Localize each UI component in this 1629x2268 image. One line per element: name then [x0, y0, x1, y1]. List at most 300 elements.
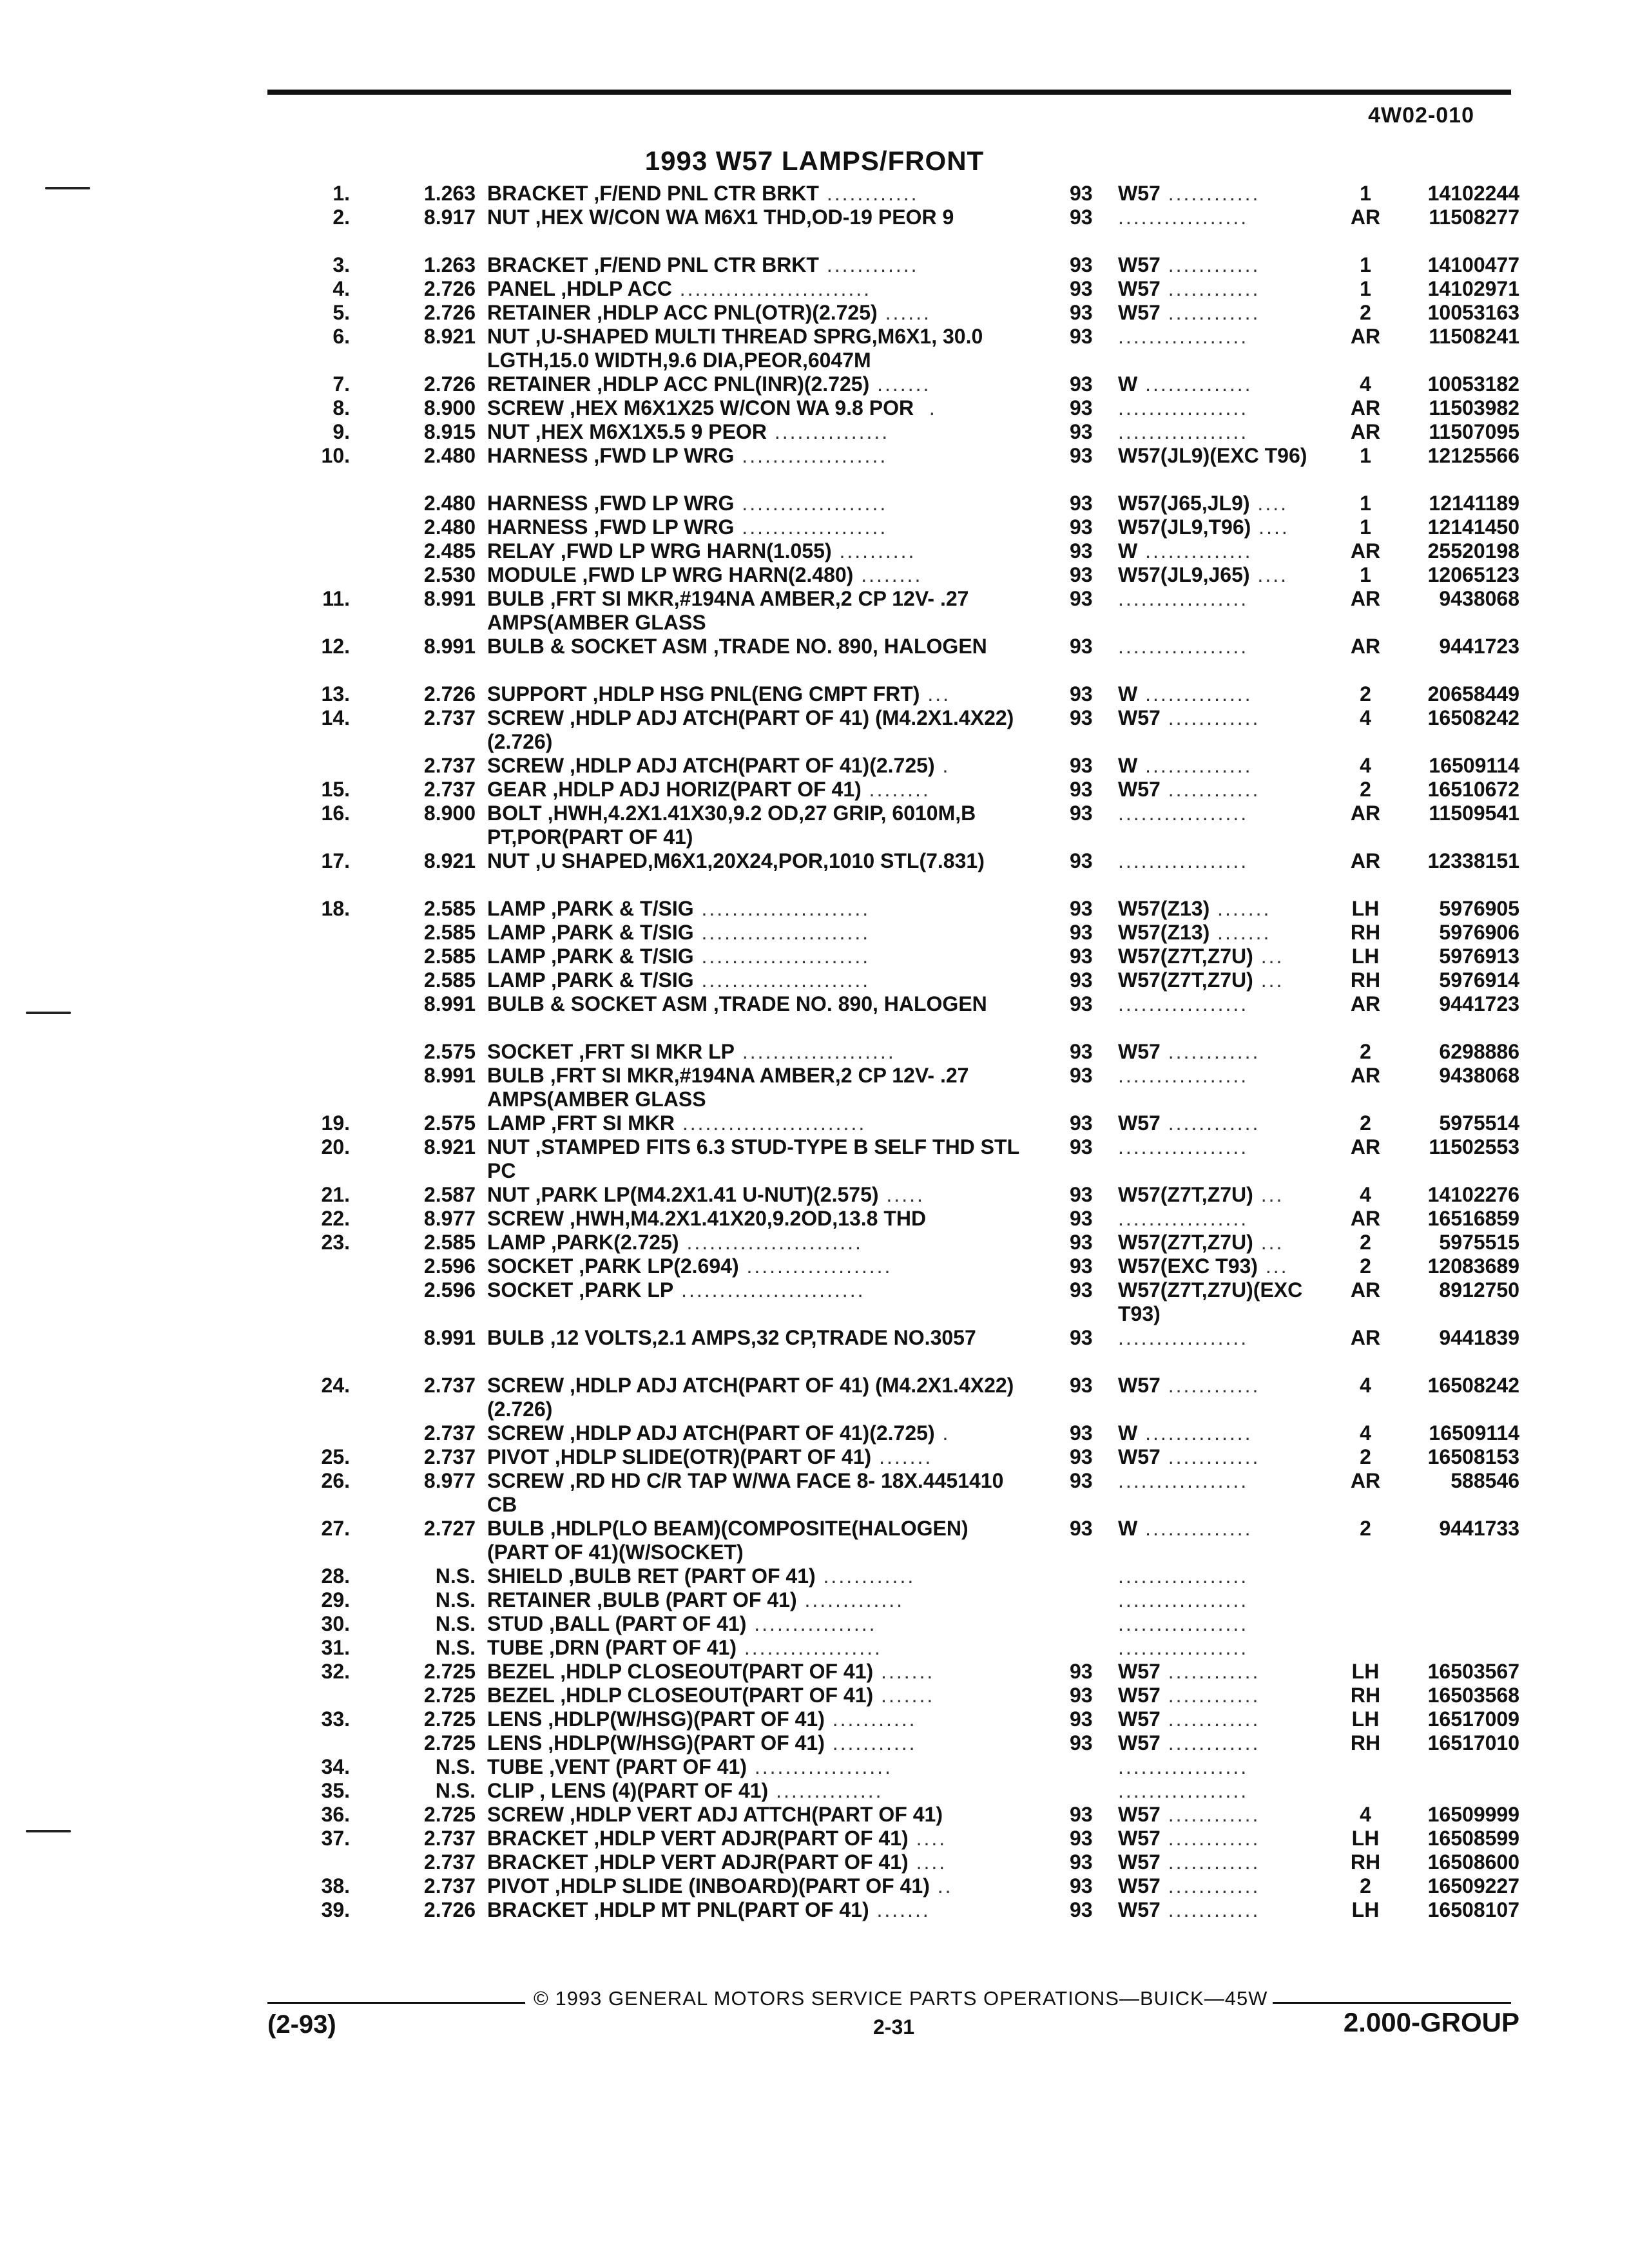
binder-hole-mark — [26, 1830, 71, 1832]
quantity: 2 — [1360, 778, 1371, 801]
model-year: 93 — [1070, 539, 1093, 562]
part-name: LAMP — [487, 968, 546, 992]
model-usage — [1118, 1660, 1337, 1684]
model-usage — [1118, 1207, 1337, 1231]
part-row — [0, 587, 1629, 635]
model-code: W57(Z7T,Z7U) — [1118, 968, 1253, 992]
part-detail: ,FRT SI MKR,#194NA AMBER,2 CP 12V- .27 AMPS(AMBER GLASS — [487, 587, 974, 634]
dot-leader: ............... — [766, 420, 890, 443]
group-number: 2.726 — [423, 277, 476, 300]
dot-leader: ............ — [1160, 1660, 1260, 1683]
quantity: 1 — [1360, 492, 1371, 515]
dot-leader: ....... — [1210, 921, 1271, 944]
part-detail: ,FWD LP WRG — [588, 515, 735, 539]
group-number: 8.977 — [423, 1469, 476, 1492]
item-number: 16. — [321, 802, 350, 825]
model-year: 93 — [1070, 945, 1093, 968]
model-year: 93 — [1070, 921, 1093, 944]
dot-leader: ............ — [1160, 1731, 1260, 1754]
group-number: 2.737 — [423, 1827, 476, 1850]
quantity: 1 — [1360, 277, 1371, 300]
group-number: N.S. — [435, 1755, 476, 1778]
quantity: LH — [1351, 1898, 1380, 1921]
part-number: 16508242 — [1427, 706, 1519, 729]
model-usage — [1118, 1517, 1337, 1541]
model-code: W57 — [1118, 1111, 1161, 1135]
item-number: 8. — [333, 396, 350, 419]
part-row — [0, 1564, 1629, 1588]
part-description — [487, 1064, 1022, 1111]
dot-leader: . — [934, 1421, 950, 1445]
group-number: 2.737 — [423, 1850, 476, 1874]
quantity: 1 — [1360, 563, 1371, 586]
binder-hole-mark — [26, 1012, 71, 1014]
part-row — [0, 396, 1629, 420]
model-usage — [1118, 492, 1337, 515]
part-detail: ,HDLP HSG PNL(ENG CMPT FRT) — [586, 682, 920, 706]
binder-hole-mark — [45, 187, 90, 189]
group-number: 1.263 — [423, 182, 476, 205]
model-usage — [1118, 587, 1337, 611]
part-number: 11509541 — [1429, 802, 1519, 825]
dot-leader: .... — [908, 1850, 947, 1874]
model-code: W57(JL9)(EXC T96) — [1118, 444, 1307, 467]
dot-leader: ...................... — [693, 921, 871, 944]
dot-leader: ........................ — [674, 1111, 867, 1135]
part-number: 9441839 — [1439, 1326, 1519, 1349]
item-number: 21. — [321, 1183, 350, 1206]
model-year: 93 — [1070, 1660, 1093, 1683]
dot-leader: ................. — [1118, 396, 1249, 419]
part-description — [487, 1469, 1022, 1517]
part-name: SCREW — [487, 1803, 564, 1826]
group-number: 2.575 — [423, 1111, 476, 1135]
model-code: W57 — [1118, 1731, 1161, 1754]
part-description — [487, 945, 1022, 968]
part-row — [0, 1207, 1629, 1231]
part-description — [487, 1684, 1022, 1707]
item-number: 3. — [333, 253, 350, 276]
part-description — [487, 301, 1022, 325]
part-number: 12065123 — [1427, 563, 1519, 586]
model-year: 93 — [1070, 1231, 1093, 1254]
quantity: 4 — [1360, 1421, 1371, 1445]
part-detail: ,HDLP CLOSEOUT(PART OF 41) — [554, 1684, 874, 1707]
page-title: 1993 W57 LAMPS/FRONT — [644, 146, 985, 176]
item-number: 5. — [333, 301, 350, 324]
group-number: 8.900 — [423, 396, 476, 419]
model-code: W — [1118, 1517, 1138, 1540]
model-code: W57(Z7T,Z7U) — [1118, 1231, 1253, 1254]
model-year: 93 — [1070, 1207, 1093, 1230]
model-code: W57 — [1118, 1445, 1161, 1468]
model-code: W57(Z7T,Z7U) — [1118, 945, 1253, 968]
model-year: 93 — [1070, 1421, 1093, 1445]
model-usage — [1118, 1421, 1337, 1445]
part-description — [487, 754, 1022, 778]
model-usage — [1118, 754, 1337, 778]
dot-leader: ............ — [1160, 1803, 1260, 1826]
item-number: 34. — [321, 1755, 350, 1778]
quantity: LH — [1351, 897, 1380, 920]
group-number: 8.921 — [423, 1135, 476, 1158]
dot-leader: ................... — [734, 492, 888, 515]
part-detail: ,RD HD C/R TAP W/WA FACE 8- 18X.4451410 CB — [487, 1469, 1010, 1516]
dot-leader: ................. — [1118, 1326, 1249, 1349]
part-description — [487, 396, 1022, 420]
part-name: TUBE — [487, 1755, 544, 1778]
part-name: BULB — [487, 1517, 545, 1540]
model-code: W57 — [1118, 1874, 1161, 1898]
part-description — [487, 1707, 1022, 1731]
part-description — [487, 1731, 1022, 1755]
group-number: 2.585 — [423, 897, 476, 920]
part-row — [0, 1779, 1629, 1803]
part-row — [0, 1636, 1629, 1660]
part-number: 5975515 — [1439, 1231, 1519, 1254]
quantity: AR — [1350, 992, 1381, 1015]
model-usage — [1118, 1874, 1337, 1898]
part-number: 12141450 — [1427, 515, 1519, 539]
part-number: 10053163 — [1427, 301, 1519, 324]
model-usage — [1118, 1278, 1337, 1326]
quantity: AR — [1350, 396, 1381, 419]
part-row — [0, 706, 1629, 754]
dot-leader: ....... — [869, 1898, 930, 1921]
dot-leader: ................. — [1118, 1564, 1249, 1588]
model-year: 93 — [1070, 635, 1093, 658]
dot-leader: ..... — [878, 1183, 925, 1206]
item-number: 27. — [321, 1517, 350, 1540]
model-usage — [1118, 1588, 1337, 1612]
item-number: 14. — [321, 706, 350, 729]
model-usage — [1118, 1040, 1337, 1064]
part-detail: ,HDLP ADJ ATCH(PART OF 41)(2.725) — [564, 1421, 935, 1445]
part-description — [487, 1326, 1022, 1350]
part-row — [0, 1469, 1629, 1517]
part-name: HARNESS — [487, 515, 588, 539]
group-number: 8.921 — [423, 325, 476, 348]
model-usage — [1118, 1111, 1337, 1135]
model-usage — [1118, 1636, 1337, 1660]
quantity: AR — [1350, 420, 1381, 443]
model-code: W57 — [1118, 253, 1161, 276]
part-name: SCREW — [487, 754, 564, 777]
group-number: N.S. — [435, 1779, 476, 1802]
part-detail: ,HDLP SLIDE(OTR)(PART OF 41) — [549, 1445, 872, 1468]
dot-leader: ...... — [877, 301, 931, 324]
item-number: 33. — [321, 1707, 350, 1731]
model-year: 93 — [1070, 897, 1093, 920]
model-code: W57 — [1118, 182, 1161, 205]
part-detail: ,U-SHAPED MULTI THREAD SPRG,M6X1, 30.0 LGTH,15.0 WIDTH,9.6 DIA,PEOR,6047M — [487, 325, 989, 372]
part-description — [487, 849, 1022, 873]
dot-leader: .... — [908, 1827, 947, 1850]
dot-leader: ............ — [1160, 1374, 1260, 1397]
part-detail: ,HDLP VERT ADJR(PART OF 41) — [588, 1850, 909, 1874]
part-detail: ,HDLP ADJ ATCH(PART OF 41) (M4.2X1.4X22)(2.726) — [487, 1374, 1014, 1421]
dot-leader: ................. — [1118, 802, 1249, 825]
model-usage — [1118, 515, 1337, 539]
part-detail: ,HDLP ACC PNL(INR)(2.725) — [591, 372, 870, 396]
model-year: 93 — [1070, 1803, 1093, 1826]
model-year: 93 — [1070, 277, 1093, 300]
dot-leader: ................. — [1118, 849, 1249, 872]
model-year: 93 — [1070, 778, 1093, 801]
group-number: 2.725 — [423, 1707, 476, 1731]
part-name: HARNESS — [487, 492, 588, 515]
model-year: 93 — [1070, 1254, 1093, 1278]
part-row — [0, 1135, 1629, 1183]
part-detail: ,TRADE NO. 890, HALOGEN — [707, 635, 987, 658]
part-name: SCREW — [487, 1421, 564, 1445]
model-year: 93 — [1070, 206, 1093, 229]
part-detail: ,FRT SI MKR LP — [573, 1040, 735, 1063]
model-usage — [1118, 802, 1337, 825]
part-number: 9438068 — [1439, 587, 1519, 610]
part-number: 11507095 — [1429, 420, 1519, 443]
part-description — [487, 1898, 1022, 1922]
model-code: W57 — [1118, 1684, 1161, 1707]
dot-leader: .................... — [735, 1040, 896, 1063]
part-row — [0, 182, 1629, 206]
model-code: W57 — [1118, 1374, 1161, 1397]
item-number: 29. — [321, 1588, 350, 1611]
model-code: W57 — [1118, 778, 1161, 801]
dot-leader: ....... — [873, 1660, 935, 1683]
part-detail: ,STAMPED FITS 6.3 STUD-TYPE B SELF THD STL PC — [487, 1135, 1025, 1182]
dot-leader: ............ — [1160, 1684, 1260, 1707]
item-number: 4. — [333, 277, 350, 300]
part-number: 14102971 — [1427, 277, 1519, 300]
model-usage — [1118, 539, 1337, 563]
group-number: 2.726 — [423, 682, 476, 706]
part-name: RETAINER — [487, 301, 592, 324]
dot-leader: .............. — [1137, 1517, 1253, 1540]
dot-leader: ....................... — [679, 1231, 863, 1254]
model-year: 93 — [1070, 1517, 1093, 1540]
model-usage — [1118, 325, 1337, 349]
quantity: RH — [1350, 1850, 1381, 1874]
part-number: 11503982 — [1429, 396, 1519, 419]
group-number: 2.725 — [423, 1684, 476, 1707]
part-row — [0, 1231, 1629, 1254]
quantity: 2 — [1360, 1111, 1371, 1135]
part-number: 5976913 — [1439, 945, 1519, 968]
dot-leader: ............ — [1160, 1874, 1260, 1898]
part-name: RETAINER — [487, 1588, 592, 1611]
part-number: 16508600 — [1427, 1850, 1519, 1874]
dot-leader: ............ — [1160, 253, 1260, 276]
quantity: 2 — [1360, 1040, 1371, 1063]
dot-leader: ................. — [1118, 635, 1249, 658]
model-code: W57(Z13) — [1118, 921, 1210, 944]
part-row — [0, 968, 1629, 992]
item-number: 28. — [321, 1564, 350, 1588]
dot-leader: ............ — [1160, 1827, 1260, 1850]
dot-leader: ....... — [869, 372, 931, 396]
quantity: 4 — [1360, 1374, 1371, 1397]
part-name: BULB — [487, 1326, 545, 1349]
part-number: 20658449 — [1427, 682, 1519, 706]
model-code: W57(JL9,T96) — [1118, 515, 1251, 539]
part-detail: ,PARK & T/SIG — [545, 968, 694, 992]
group-number: 2.596 — [423, 1278, 476, 1302]
item-number: 11. — [322, 587, 350, 610]
part-row — [0, 921, 1629, 945]
part-description — [487, 1803, 1022, 1827]
dot-leader: .. — [929, 1874, 953, 1898]
part-name: LAMP — [487, 1231, 546, 1254]
dot-leader: .................. — [736, 1636, 882, 1659]
part-number: 16517010 — [1427, 1731, 1519, 1754]
catalog-code: 4W02-010 — [1368, 103, 1474, 128]
part-row — [0, 1827, 1629, 1850]
parts-list — [0, 182, 1629, 1922]
model-usage — [1118, 444, 1337, 468]
model-usage — [1118, 396, 1337, 420]
part-description — [487, 1040, 1022, 1064]
dot-leader: ............ — [1160, 277, 1260, 300]
group-number: 2.587 — [423, 1183, 476, 1206]
group-number: 2.737 — [423, 1445, 476, 1468]
part-row — [0, 420, 1629, 444]
dot-leader: ............ — [1160, 1707, 1260, 1731]
dot-leader: ... — [1253, 1231, 1284, 1254]
group-number: 2.737 — [423, 1374, 476, 1397]
part-number: 12083689 — [1427, 1254, 1519, 1278]
item-number: 22. — [321, 1207, 350, 1230]
part-number: 5976914 — [1439, 968, 1519, 992]
dot-leader: ............ — [1160, 1445, 1260, 1468]
part-row — [0, 515, 1629, 539]
model-code: W57(JL9,J65) — [1118, 563, 1250, 586]
part-description — [487, 515, 1022, 539]
quantity: AR — [1350, 802, 1381, 825]
model-usage — [1118, 1231, 1337, 1254]
part-name: SOCKET — [487, 1254, 574, 1278]
part-row — [0, 802, 1629, 849]
part-detail: ,PARK LP — [573, 1278, 674, 1302]
part-row — [0, 563, 1629, 587]
part-row — [0, 1588, 1629, 1612]
quantity: 4 — [1360, 372, 1371, 396]
part-name: LAMP — [487, 945, 546, 968]
group-number: 2.585 — [423, 921, 476, 944]
dot-leader: ................. — [1118, 206, 1249, 229]
model-year: 93 — [1070, 706, 1093, 729]
part-name: GEAR — [487, 778, 547, 801]
dot-leader: ... — [920, 682, 950, 706]
dot-leader: ........................ — [673, 1278, 865, 1302]
part-name: BULB — [487, 587, 545, 610]
model-usage — [1118, 992, 1337, 1016]
part-name: SOCKET — [487, 1278, 574, 1302]
dot-leader: ............ — [1160, 182, 1260, 205]
model-usage — [1118, 420, 1337, 444]
group-number: 2.480 — [423, 515, 476, 539]
model-code: W — [1118, 682, 1138, 706]
model-code: W57(Z13) — [1118, 897, 1210, 920]
part-name: BRACKET — [487, 253, 588, 276]
quantity: LH — [1351, 1707, 1380, 1731]
model-year: 93 — [1070, 372, 1093, 396]
part-name: LAMP — [487, 921, 546, 944]
part-detail: ,HDLP ADJ ATCH(PART OF 41) (M4.2X1.4X22)(2.726) — [487, 706, 1014, 753]
item-number: 6. — [333, 325, 350, 348]
quantity: AR — [1350, 1469, 1381, 1492]
dot-leader: ................. — [1118, 1588, 1249, 1611]
part-name: SCREW — [487, 1469, 564, 1492]
model-usage — [1118, 1755, 1337, 1779]
dot-leader: ............ — [1160, 1111, 1260, 1135]
dot-leader: ................... — [738, 1254, 892, 1278]
quantity: 1 — [1360, 444, 1371, 467]
part-name: BULB — [487, 1064, 545, 1087]
part-number: 14100477 — [1427, 253, 1519, 276]
part-name: NUT — [487, 849, 530, 872]
dot-leader: .................. — [746, 1755, 892, 1778]
part-row — [0, 206, 1629, 253]
part-detail: ,BULB RET (PART OF 41) — [563, 1564, 816, 1588]
quantity: 2 — [1360, 1254, 1371, 1278]
part-name: SUPPORT — [487, 682, 587, 706]
model-usage — [1118, 1684, 1337, 1707]
part-row — [0, 1874, 1629, 1898]
part-number: 9441733 — [1439, 1517, 1519, 1540]
model-usage — [1118, 1374, 1337, 1398]
model-year: 93 — [1070, 682, 1093, 706]
item-number: 9. — [333, 420, 350, 443]
part-name: BRACKET — [487, 1850, 588, 1874]
model-code: W57 — [1118, 1707, 1161, 1731]
part-number: 14102244 — [1427, 182, 1519, 205]
part-name: BEZEL — [487, 1660, 555, 1683]
item-number: 13. — [321, 682, 350, 706]
item-number: 10. — [321, 444, 350, 467]
model-usage — [1118, 182, 1337, 206]
dot-leader: ............ — [1160, 706, 1260, 729]
part-name: BEZEL — [487, 1684, 555, 1707]
part-number: 12338151 — [1427, 849, 1519, 872]
page-number: 2-31 — [873, 2015, 915, 2039]
quantity: AR — [1350, 206, 1381, 229]
dot-leader: .... — [1249, 563, 1288, 586]
model-usage — [1118, 1779, 1337, 1803]
model-year: 93 — [1070, 420, 1093, 443]
part-name: BULB & SOCKET ASM — [487, 635, 708, 658]
part-detail: ,HDLP ACC — [555, 277, 672, 300]
part-detail: ,HDLP CLOSEOUT(PART OF 41) — [554, 1660, 874, 1683]
item-number: 18. — [321, 897, 350, 920]
group-number: 2.480 — [423, 444, 476, 467]
part-detail: ,FWD LP WRG HARN(1.055) — [554, 539, 832, 562]
part-number: 16509114 — [1429, 1421, 1519, 1445]
part-name: CLIP — [487, 1779, 534, 1802]
model-usage — [1118, 372, 1337, 396]
part-number: 11508277 — [1429, 206, 1519, 229]
model-code: W57 — [1118, 1898, 1161, 1921]
model-usage — [1118, 1469, 1337, 1493]
group-number: N.S. — [435, 1564, 476, 1588]
item-number: 12. — [321, 635, 350, 658]
model-usage — [1118, 1803, 1337, 1827]
item-number: 20. — [321, 1135, 350, 1158]
part-description — [487, 897, 1022, 921]
model-usage — [1118, 1898, 1337, 1922]
model-usage — [1118, 945, 1337, 968]
model-code: W57(Z7T,Z7U) — [1118, 1183, 1253, 1206]
